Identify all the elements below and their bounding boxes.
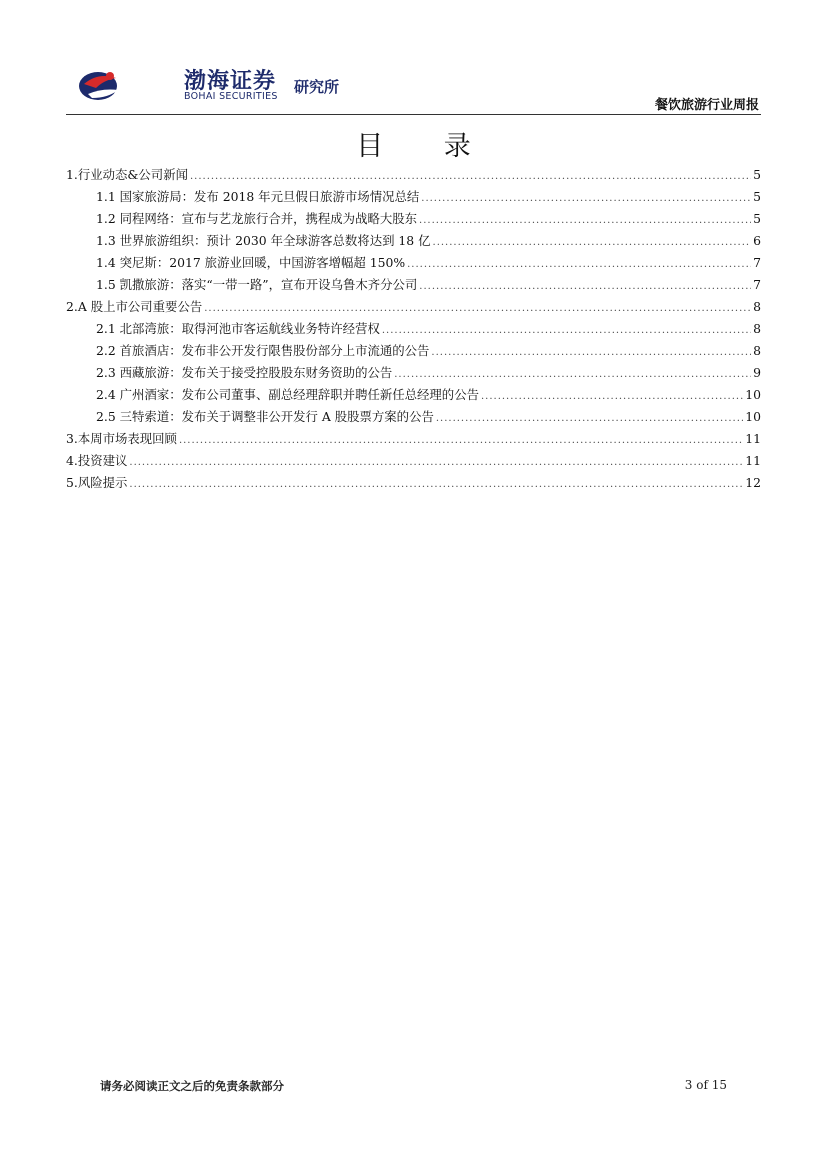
toc-item[interactable] — [66, 450, 761, 472]
toc-leader — [204, 298, 751, 320]
header-divider — [66, 114, 761, 115]
toc-leader — [436, 408, 743, 430]
toc-leader — [481, 386, 743, 408]
toc-item-text: 1.行业动态&公司新闻 — [66, 167, 188, 182]
toc-item-text: 1.2 同程网络：宣布与艺龙旅行合并，携程成为战略大股东 — [96, 211, 418, 226]
toc-item-text: 3.本周市场表现回顾 — [66, 431, 177, 446]
toc-item[interactable] — [66, 318, 761, 340]
toc-item[interactable] — [66, 472, 761, 494]
toc-item-page: 5 — [753, 167, 761, 182]
toc-item-text: 5.风险提示 — [66, 475, 128, 490]
toc-item-page: 11 — [745, 431, 761, 446]
toc-item-text: 4.投资建议 — [66, 453, 128, 468]
toc-item-page: 7 — [753, 277, 761, 292]
toc-item-text: 2.3 西藏旅游：发布关于接受控股股东财务资助的公告 — [96, 365, 393, 380]
toc-item-text: 2.1 北部湾旅：取得河池市客运航线业务特许经营权 — [96, 321, 380, 336]
toc-item-page: 5 — [753, 189, 761, 204]
toc-item[interactable] — [66, 406, 761, 428]
toc-item[interactable] — [66, 362, 761, 384]
toc-leader — [179, 430, 743, 452]
toc-item[interactable] — [66, 428, 761, 450]
toc-leader — [394, 364, 751, 386]
toc-item-page: 11 — [745, 453, 761, 468]
toc-leader — [129, 452, 743, 474]
toc-item[interactable] — [66, 252, 761, 274]
toc-leader — [419, 210, 751, 232]
toc-item[interactable] — [66, 274, 761, 296]
toc-item-page: 7 — [753, 255, 761, 270]
toc-item[interactable] — [66, 340, 761, 362]
toc-item-text: 1.4 突尼斯：2017 旅游业回暖，中国游客增幅超 150% — [96, 255, 406, 270]
toc-item-page: 6 — [753, 233, 761, 248]
toc-item-text: 2.4 广州酒家：发布公司董事、副总经理辞职并聘任新任总经理的公告 — [96, 387, 479, 402]
brand-subtitle: 研究所 — [294, 78, 340, 96]
toc-item[interactable] — [66, 296, 761, 318]
toc-item[interactable] — [66, 230, 761, 252]
toc-leader — [419, 276, 751, 298]
toc-item-page: 10 — [745, 409, 761, 424]
toc-leader — [433, 232, 752, 254]
toc-item[interactable] — [66, 164, 761, 186]
toc-item-page: 8 — [753, 299, 761, 314]
toc-leader — [407, 254, 751, 276]
toc-leader — [421, 188, 751, 210]
toc-title: 目 录 — [356, 131, 497, 162]
report-type: 餐饮旅游行业周报 — [654, 98, 759, 113]
toc-item-text: 2.2 首旅酒店：发布非公开发行限售股份部分上市流通的公告 — [96, 343, 430, 358]
toc-item-text: 2.A 股上市公司重要公告 — [66, 299, 203, 314]
toc-item-page: 8 — [753, 321, 761, 336]
toc-leader — [431, 342, 751, 364]
toc-item-text: 1.3 世界旅游组织：预计 2030 年全球游客总数将达到 18 亿 — [96, 233, 431, 248]
bohai-logo-icon — [78, 64, 122, 104]
toc-item-page: 10 — [745, 387, 761, 402]
toc-item[interactable] — [66, 186, 761, 208]
toc-item-page: 12 — [745, 475, 761, 490]
toc-leader — [382, 320, 751, 342]
footer-page-number: 3 of 15 — [684, 1078, 727, 1092]
toc-item[interactable] — [66, 384, 761, 406]
toc-item-text: 1.5 凯撒旅游：落实“一带一路”，宣布开设乌鲁木齐分公司 — [96, 277, 418, 292]
footer-disclaimer: 请务必阅读正文之后的免责条款部分 — [100, 1079, 284, 1093]
toc-leader — [190, 166, 751, 188]
table-of-contents — [66, 164, 761, 494]
toc-item[interactable] — [66, 208, 761, 230]
page-header — [66, 60, 761, 114]
toc-item-page: 9 — [753, 365, 761, 380]
toc-leader — [129, 474, 743, 496]
toc-item-text: 2.5 三特索道：发布关于调整非公开发行 A 股股票方案的公告 — [96, 409, 434, 424]
toc-item-page: 8 — [753, 343, 761, 358]
brand-name-cn: 渤海证券 — [184, 69, 277, 94]
toc-item-page: 5 — [753, 211, 761, 226]
brand-name-en: BOHAI SECURITIES — [184, 91, 278, 102]
toc-item-text: 1.1 国家旅游局：发布 2018 年元旦假日旅游市场情况总结 — [96, 189, 420, 204]
